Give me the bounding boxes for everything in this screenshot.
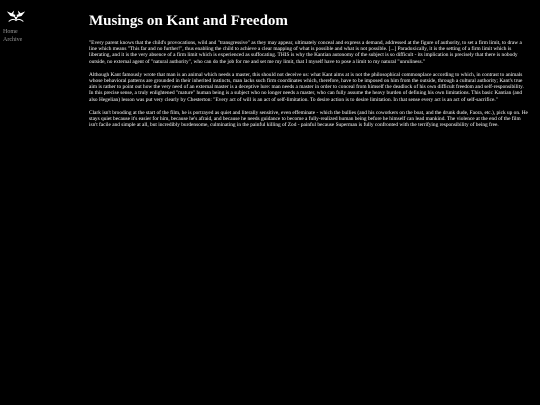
- post-title[interactable]: Musings on Kant and Freedom: [89, 13, 288, 29]
- dove-with-branch-icon[interactable]: [5, 5, 27, 27]
- post-paragraph: Clark isn't brooding at the start of the film, he is portrayed as quiet and literally sensitive, even effeminate - which the bullies (and his coworkers on the boat, and the drunk dude, Faora, etc.), pick up on. He stays quiet because it's easier for him, because he's afraid, and because he needs guidance to become a fully-realized human being before he himself can lead mankind. The violence at the end of the film isn't facile and simple at all, but incredibly burdensome, culminating in the painful killing of Zod - painful because Superman is fully confronted with the terrifying responsibility of being free.: [89, 109, 528, 129]
- post-paragraph: Although Kant famously wrote that man is an animal which needs a master, this should not deceive us: what Kant aims at is not the philosophical commonplace according to which, in contrast to animals whose behavioral patterns are grounded in their inherited instincts, man lacks such firm coordinates which, therefore, have to be imposed on him from the outside, through a cultural authority; Kant's true aim is rather to point out how the very need of an external master is a deceptive lure: man needs a master in order to conceal from himself the deadlock of his own difficult freedom and self-responsibility. In this precise sense, a truly enlightened "mature" human being is a subject who no longer needs a master, who can fully assume the heavy burden of defining his own limitations. This basic Kantian (and also Hegelian) lesson was put very clearly by Chesterton: "Every act of will is an act of self-limitation. To desire action is to desire limitation. In that sense every act is an act of self-sacrifice.": [89, 71, 524, 103]
- nav-link-home[interactable]: Home: [3, 29, 18, 35]
- nav-link-archive[interactable]: Archive: [3, 36, 23, 43]
- sidebar-nav: [3, 29, 43, 44]
- post: [89, 13, 529, 135]
- post-paragraph: "Every parent knows that the child's provocations, wild and "transgressive" as they may appear, ultimately conceal and express a demand, addressed at the figure of authority, to set a firm limit, to draw a line which means "This far and no further!", thus enabling the child to achieve a clear mapping of what is possible and what is not possible. [...] Paradoxically, it is the setting of a firm limit which is liberating, and it is the very absence of a firm limit which is experienced as suffocating. THIS is why the Kantian autonomy of the subject is so difficult - its implication is precisely that there is nobody outside, no external agent of "natural authority", who can do the job for me and set me my limit, that I myself have to pose a limit to my natural "unruliness.": [89, 40, 522, 65]
- sidebar: [3, 5, 43, 44]
